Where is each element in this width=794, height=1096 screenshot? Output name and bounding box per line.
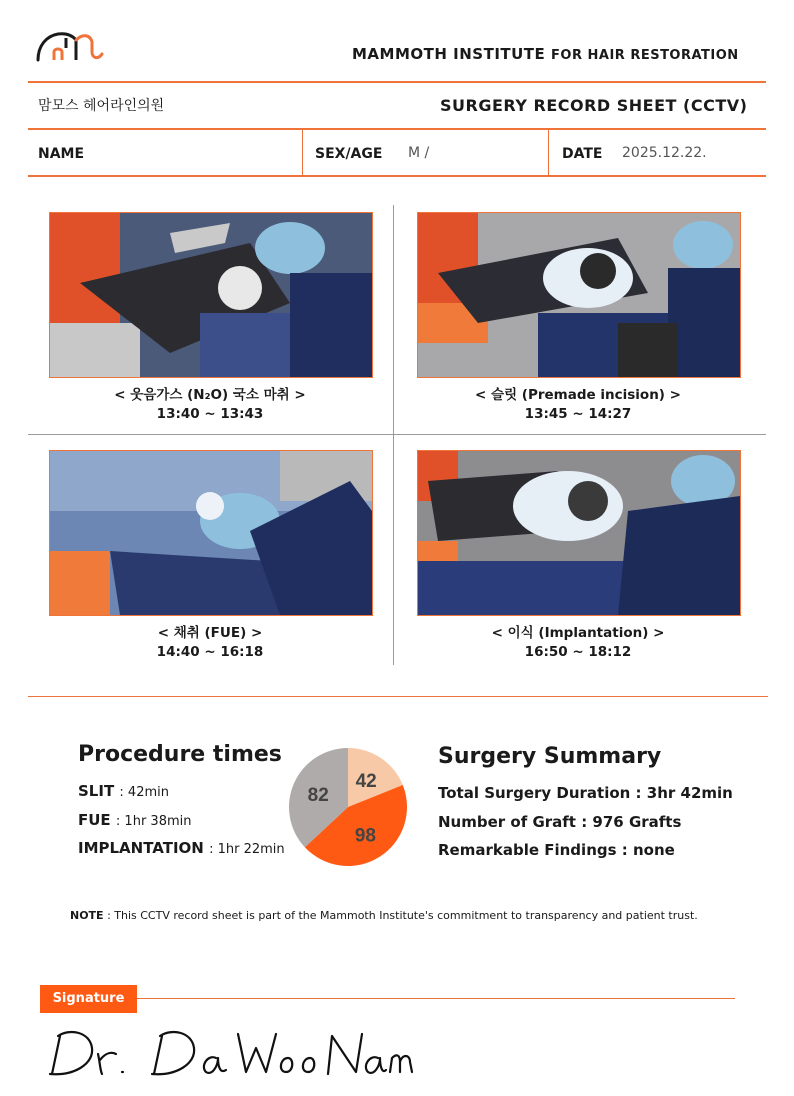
signature-tag: Signature [40, 985, 137, 1013]
procedure-row: IMPLANTATION : 1hr 22min [78, 839, 285, 857]
brand-name: MAMMOTH INSTITUTE FOR HAIR RESTORATION [352, 45, 739, 63]
photo-time: 13:45 ~ 14:27 [524, 406, 632, 422]
sexage-label: SEX/AGE [315, 146, 383, 162]
summary-duration: Total Surgery Duration : 3hr 42min [438, 784, 733, 802]
mammoth-logo-icon [36, 26, 108, 64]
pie-label-fue: 98 [354, 825, 376, 847]
procedure-heading: Procedure times [78, 742, 282, 767]
note: NOTE : This CCTV record sheet is part of the Mammoth Institute's commitment to transparency and patient trust. [70, 909, 698, 922]
date-value: 2025.12.22. [622, 145, 707, 161]
signature-line [137, 998, 735, 999]
clinic-korean-name: 맘모스 헤어라인의원 [38, 98, 165, 114]
procedure-row: SLIT : 42min [78, 782, 169, 800]
pie-label-implantation: 82 [307, 785, 329, 807]
date-label: DATE [562, 146, 603, 162]
divider [28, 128, 766, 130]
grid-divider [28, 434, 766, 435]
procedure-row: FUE : 1hr 38min [78, 811, 192, 829]
grid-divider [393, 205, 394, 665]
divider [28, 696, 768, 697]
surgery-photo [417, 212, 741, 378]
signature-image [40, 1022, 420, 1086]
photo-caption [49, 386, 371, 424]
sheet-title: SURGERY RECORD SHEET (CCTV) [440, 96, 748, 115]
summary-grafts: Number of Graft : 976 Grafts [438, 813, 682, 831]
divider [28, 175, 766, 177]
surgery-photo [49, 450, 373, 616]
photo-time: 14:40 ~ 16:18 [156, 644, 264, 660]
divider [548, 129, 549, 177]
procedure-pie-chart [288, 747, 408, 867]
surgery-photo [417, 450, 741, 616]
photo-title: < 채취 (FUE) > [157, 625, 263, 641]
photo-title: < 웃음가스 (N₂O) 국소 마취 > [114, 387, 306, 403]
photo-title: < 이식 (Implantation) > [491, 625, 665, 641]
summary-findings: Remarkable Findings : none [438, 841, 675, 859]
photo-time: 13:40 ~ 13:43 [156, 406, 264, 422]
divider [302, 129, 303, 177]
photo-caption [417, 624, 739, 662]
divider [28, 81, 766, 83]
name-label: NAME [38, 146, 85, 162]
summary-heading: Surgery Summary [438, 744, 662, 769]
surgery-photo [49, 212, 373, 378]
photo-title: < 슬릿 (Premade incision) > [475, 387, 681, 403]
sexage-value: M / [408, 145, 430, 161]
photo-caption [417, 386, 739, 424]
pie-label-slit: 42 [355, 771, 377, 793]
photo-time: 16:50 ~ 18:12 [524, 644, 632, 660]
photo-caption [49, 624, 371, 662]
